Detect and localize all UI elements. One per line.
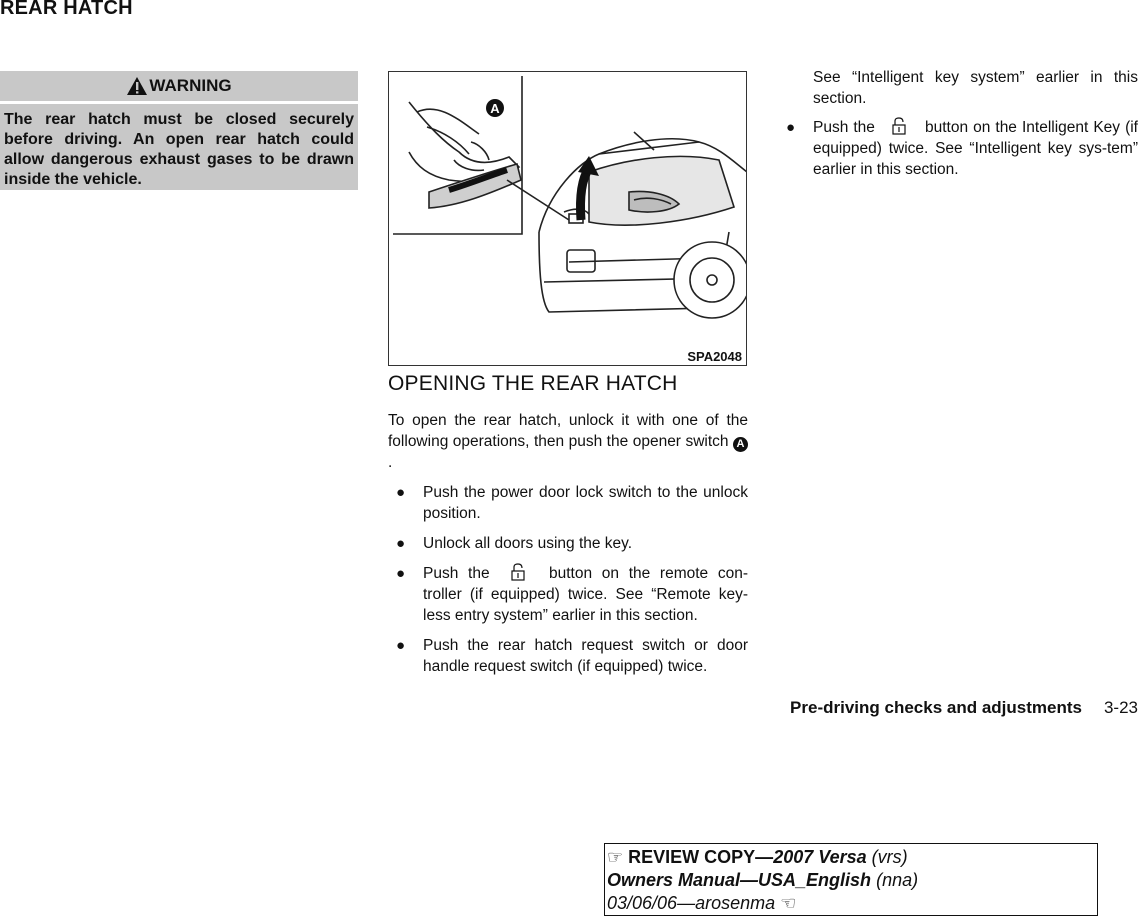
figure-rear-hatch (388, 71, 747, 366)
bullet-icon: ● (396, 565, 406, 582)
list-item-text: Unlock all doors using the key. (423, 535, 633, 552)
list-item (388, 533, 748, 554)
review-label: REVIEW COPY— (628, 847, 774, 867)
warning-body: The rear hatch must be closed securely before driving. An open rear hatch could allow dangerous exhaust gases to be drawn inside the vehicle. (4, 111, 354, 188)
list-item-text-post: button on the remote con-troller (if equipped) twice. See “Remote key-less entry system” earlier in this section. (423, 565, 749, 624)
list-item-text-pre: Push the (813, 119, 875, 136)
bullet-icon: ● (396, 535, 406, 552)
page-number: 3-23 (1103, 698, 1138, 717)
bullet-icon: ● (396, 484, 406, 501)
warning-title: WARNING (149, 76, 232, 95)
review-model-code: (vrs) (871, 847, 908, 867)
figure-code: SPA2048 (687, 349, 742, 364)
bullet-icon: ● (786, 119, 796, 136)
unlock-icon (880, 117, 920, 135)
review-model: 2007 Versa (773, 847, 867, 867)
list-item-text-pre: Push the (423, 565, 490, 582)
review-manual: Owners Manual—USA_English (607, 870, 872, 890)
bullet-list-right (778, 117, 1138, 189)
intro-end: . (388, 454, 393, 471)
review-line-3 (607, 892, 1095, 915)
review-line-1 (607, 846, 1095, 869)
warning-header (0, 71, 358, 104)
review-line-2 (607, 869, 1095, 892)
review-copy-box (604, 843, 1098, 916)
review-manual-code: (nna) (876, 870, 919, 890)
pointing-hand-icon: ☞ (607, 847, 624, 867)
page-footer (790, 698, 1138, 718)
continuation-text: See “Intelligent key system” earlier in this section. (813, 69, 1138, 107)
review-date: 03/06/06—arosenma (607, 893, 776, 913)
list-item-text-post: button on the Intelligent Key (if equipped) twice. See “Intelligent key sys-tem” earlier in this section. (813, 119, 1138, 178)
list-item (388, 563, 748, 626)
list-item-text: Push the rear hatch request switch or door handle request switch (if equipped) twice. (423, 637, 748, 675)
section-title: REAR HATCH (0, 0, 133, 19)
figure-label-a: A (490, 101, 500, 116)
list-item (778, 117, 1138, 180)
list-item (388, 482, 748, 524)
list-item (388, 635, 748, 677)
section-heading: OPENING THE REAR HATCH (388, 372, 678, 395)
pointing-hand-left-icon: ☜ (780, 893, 797, 913)
warning-triangle-icon (126, 76, 148, 96)
intro-paragraph (388, 410, 748, 473)
unlock-icon (499, 563, 539, 581)
list-item-text: Push the power door lock switch to the unlock position. (423, 484, 748, 522)
bullet-list (388, 482, 748, 686)
rear-hatch-illustration (389, 72, 747, 366)
bullet-icon: ● (396, 637, 406, 654)
chapter-title: Pre-driving checks and adjustments (790, 698, 1082, 717)
warning-box (0, 71, 358, 190)
opener-switch-marker: A (733, 437, 748, 452)
intro-text: To open the rear hatch, unlock it with one of the following operations, then push the opener switch (388, 412, 748, 450)
